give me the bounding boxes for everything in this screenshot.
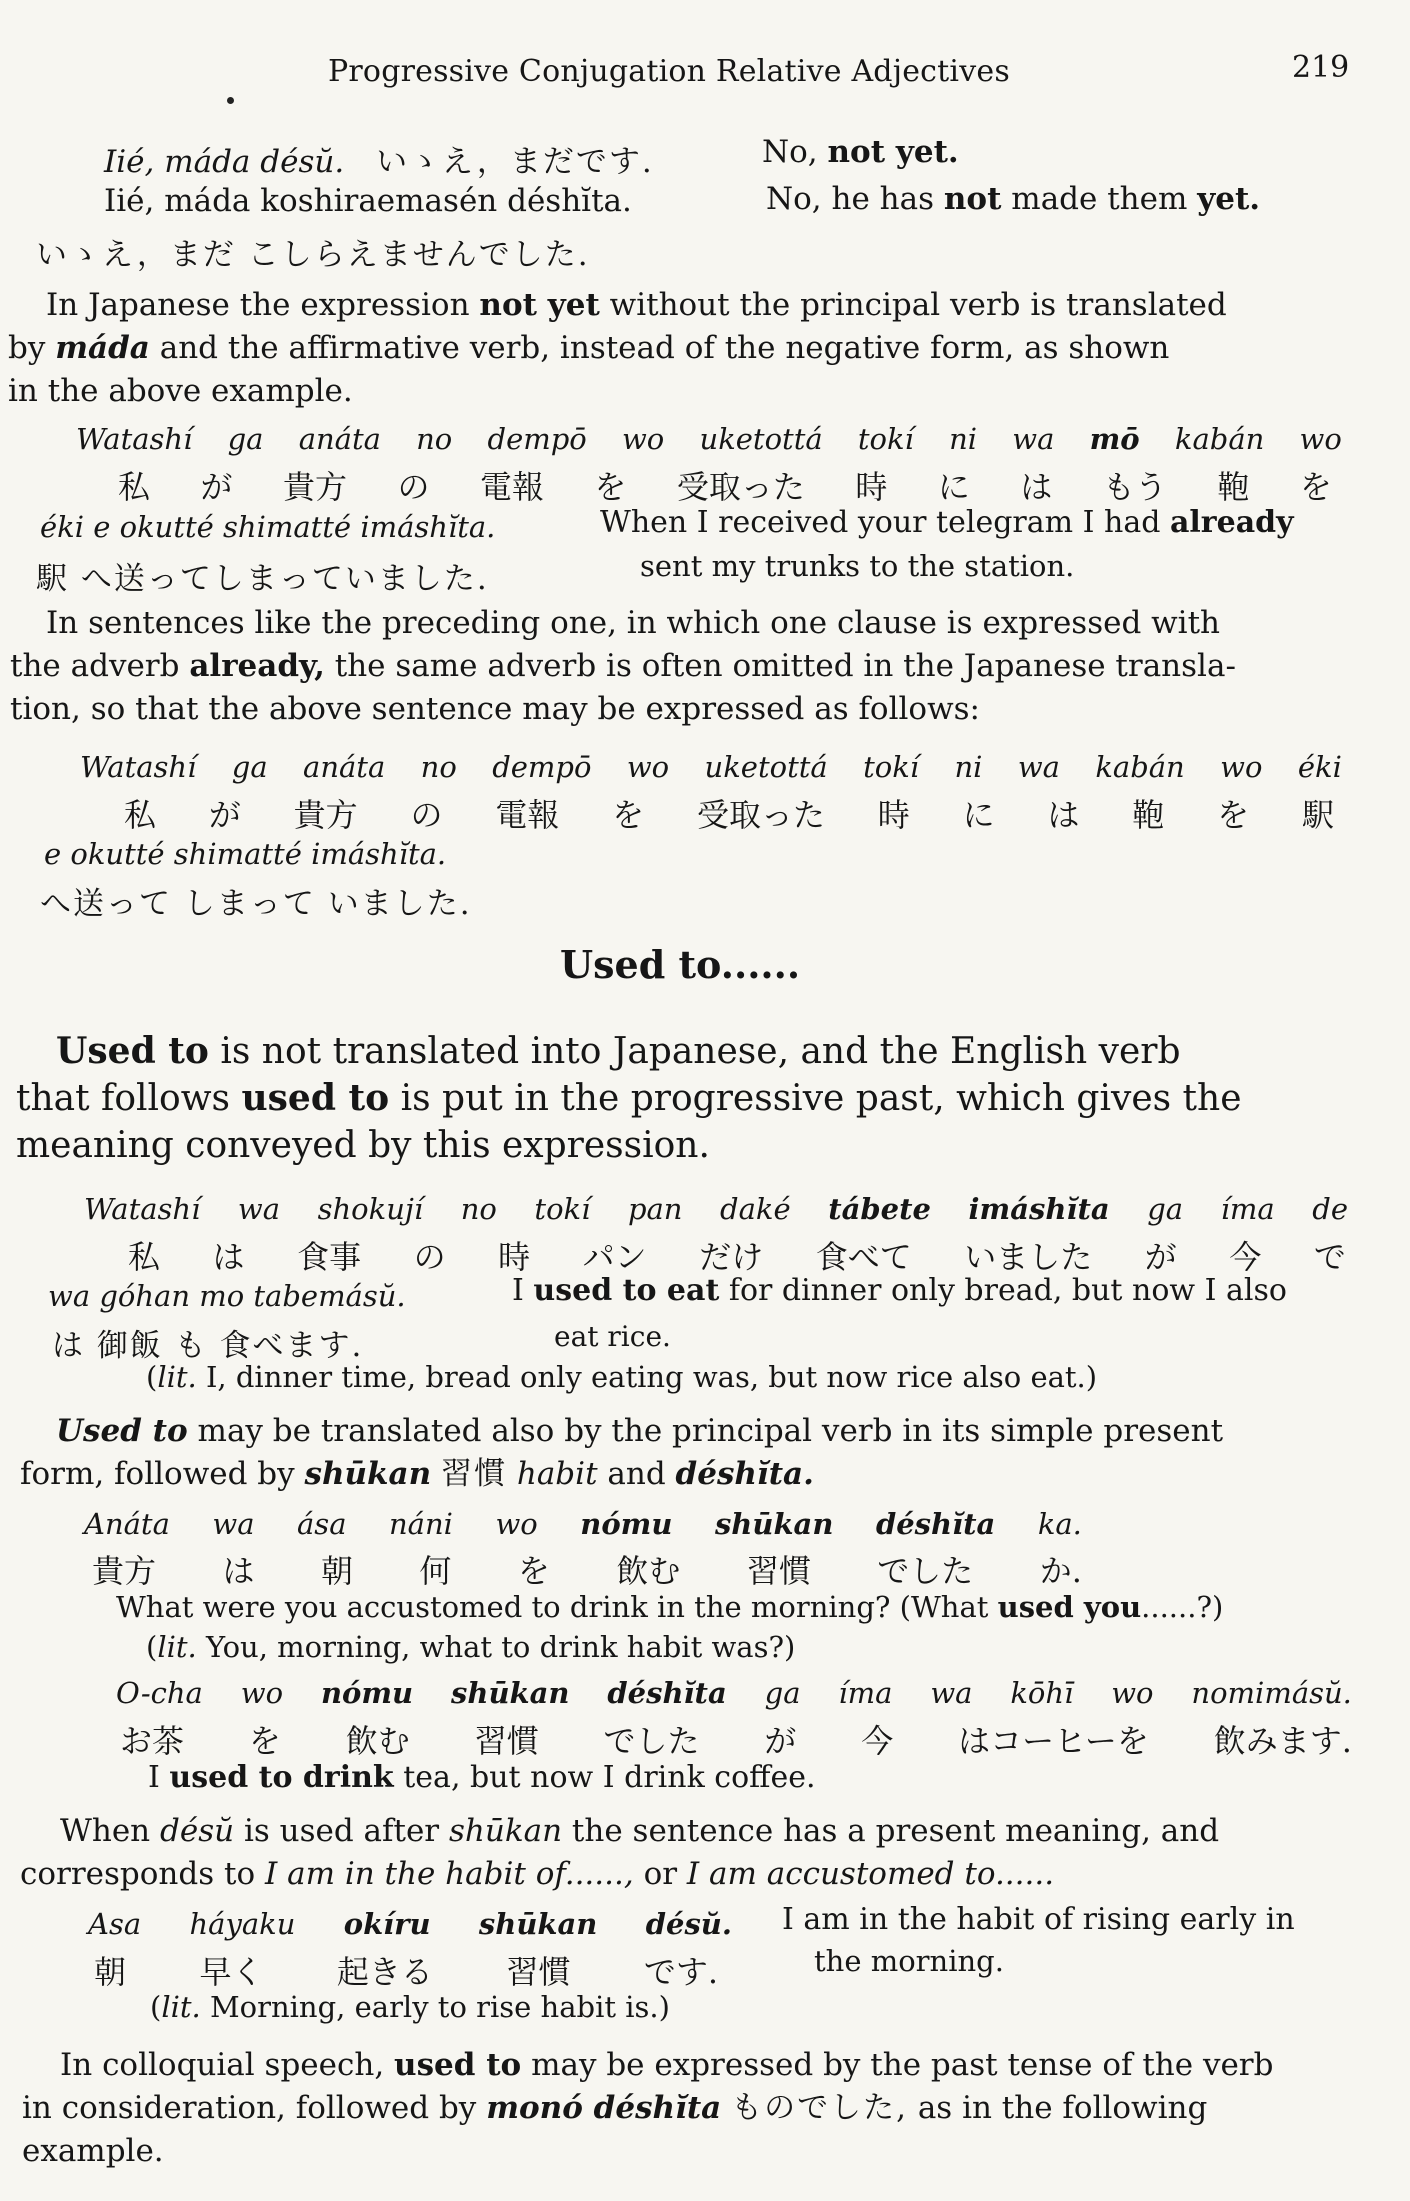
example-kanji-row: お茶 を 飲む 習慣 でした が 今 はコーヒーを 飲みます. (120, 1722, 1352, 1760)
example-line-romaji: wa góhan mo tabemásŭ. (48, 1279, 406, 1313)
body-paragraph: Used to may be translated also by the principal verb in its simple present form, followed by shūkan 習慣 habit and déshĭta. (20, 1413, 1224, 1492)
example-line-japanese: は 御飯 も 食べます. (52, 1328, 364, 1364)
body-paragraph: When désŭ is used after shūkan the sentence has a present meaning, and corresponds to I am in the habit of......, or I am accustomed to...... (20, 1813, 1220, 1892)
literal-translation: (lit. Morning, early to rise habit is.) (150, 1990, 670, 2024)
example-translation: I used to drink tea, but now I drink coffee. (148, 1760, 816, 1795)
example-line-romaji: Iié, máda koshiraemasén déshĭta. (104, 183, 632, 219)
example-translation: sent my trunks to the station. (640, 549, 1075, 583)
running-header: Progressive Conjugation Relative Adjectives (328, 54, 1010, 89)
example-translation: eat rice. (554, 1320, 671, 1353)
literal-translation: (lit. You, morning, what to drink habit was?) (146, 1630, 796, 1664)
example-romaji-row: O-cha wo nómu shūkan déshĭta ga íma wa kōhī wo nomimásŭ. (116, 1676, 1352, 1710)
example-kanji-row: 貴方 は 朝 何 を 飲む 習慣 でした か. (92, 1552, 1082, 1590)
example-translation: No, not yet. (762, 134, 959, 170)
example-line-romaji: e okutté shimatté imáshĭta. (44, 837, 447, 871)
section-heading: Used to...... (560, 942, 801, 987)
example-translation: When I received your telegram I had already (600, 505, 1294, 540)
ink-speck (227, 97, 234, 104)
example-kanji-row: 朝 早く 起きる 習慣 です. (94, 1953, 718, 1991)
example-kanji-row: 私 が 貴方 の 電報 を 受取った 時 に は もう 鞄 を (118, 468, 1332, 506)
literal-translation: (lit. I, dinner time, bread only eating was, but now rice also eat.) (146, 1360, 1098, 1394)
page-number: 219 (1292, 50, 1350, 85)
body-paragraph: In sentences like the preceding one, in which one clause is expressed with the adverb already, the same adverb is often omitted in the Japanese transla- tion, so that the above sentence may be expressed as follows: (10, 605, 1236, 727)
example-romaji-row: Asa háyaku okíru shūkan désŭ. (88, 1907, 732, 1941)
example-kanji-row: 私 は 食事 の 時 パン だけ 食べて いました が 今 で (128, 1238, 1346, 1276)
example-translation: the morning. (814, 1944, 1004, 1978)
example-line-japanese: 駅 へ送ってしまっていました. (36, 561, 489, 597)
example-translation: I am in the habit of rising early in (782, 1902, 1295, 1937)
example-romaji-row: Anáta wa ása náni wo nómu shūkan déshĭta ka. (84, 1507, 1082, 1541)
example-romaji-row: Watashí ga anáta no dempō wo uketottá tokí ni wa kabán wo éki (80, 750, 1342, 784)
example-translation: I used to eat for dinner only bread, but now I also (512, 1273, 1287, 1308)
body-paragraph: In Japanese the expression not yet without the principal verb is translated by máda and the affirmative verb, instead of the negative form, as shown in the above example. (8, 287, 1227, 409)
body-paragraph: In colloquial speech, used to may be expressed by the past tense of the verb in consideration, followed by monó déshĭta ものでした, as in the following example. (22, 2047, 1274, 2169)
example-line-japanese: いゝえ，まだ こしらえませんでした. (36, 237, 590, 273)
example-translation: What were you accustomed to drink in the morning? (What used you......?) (116, 1590, 1224, 1624)
example-romaji-row: Watashí ga anáta no dempō wo uketottá tokí ni wa mō kabán wo (76, 422, 1342, 456)
example-kanji-row: 私 が 貴方 の 電報 を 受取った 時 に は 鞄 を 駅 (124, 796, 1334, 834)
example-line-japanese: へ送って しまって いました. (40, 886, 472, 922)
example-line-romaji: Iié, máda désŭ. いゝえ，まだです. (104, 144, 654, 180)
example-line-romaji: éki e okutté shimatté imáshĭta. (40, 510, 496, 544)
body-paragraph: Used to is not translated into Japanese, and the English verb that follows used to is put in the progressive past, which gives the meaning conveyed by this expression. (16, 1030, 1242, 1166)
example-translation: No, he has not made them yet. (766, 181, 1261, 217)
example-romaji-row: Watashí wa shokují no tokí pan daké tábete imáshĭta ga íma de (84, 1192, 1348, 1226)
